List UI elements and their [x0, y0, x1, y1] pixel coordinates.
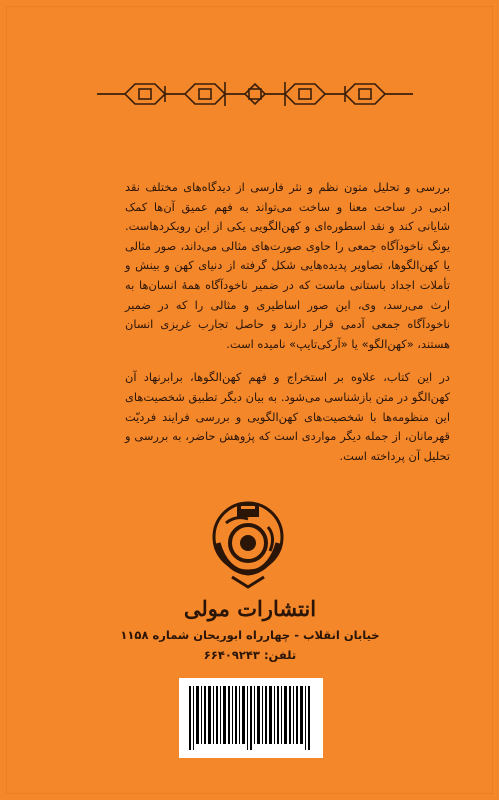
description-paragraph-1: بررسی و تحلیل متون نظم و نثر فارسی از دیدگاه‌های مختلف نقد ادبی در ساحت معنا و ساخت می‌تواند به فهم عمیق آن‌ها کمک شایانی کند و نقد اسطوره‌ای و کهن‌الگویی یکی از این رویکردهاست. یونگ ناخودآگاه جمعی را حاوی صورت‌های مثالی می‌داند، صور مثالی یا کهن‌الگوها، تصاویر پدیده‌هایی شکل گرفته از دنیای کهن و بینش و تأملات اجداد باستانی ماست که در ضمیر ناخودآگاه همهٔ انسان‌ها به ارث می‌رسد، وی، این صور اساطیری و مثالی را که در ضمیر ناخودآگاه جمعی آدمی قرار دارند و حاصل تجارب غریزی انسان هستند، «کهن‌الگو» یا «آرکی‌تایپ» نامیده است. [125, 180, 450, 351]
publisher-phone: تلفن: ۶۶۴۰۹۲۴۳ [203, 648, 297, 662]
publisher-name: انتشارات مولی [183, 596, 317, 621]
description-paragraph-2: در این کتاب، علاوه بر استخراج و فهم کهن‌الگوها، برابرنهاد آن کهن‌الگو در متن بازشناسی می‌شود. به بیان دیگر تطبیق شخصیت‌های این منظومه‌ها با شخصیت‌های کهن‌الگویی و بررسی فرایند فردیّت قهرمانان، از جمله دیگر مواردی است که پژوهش حاضر، به بررسی و تحلیل آن پرداخته است. [125, 370, 450, 463]
barcode-icon [189, 686, 313, 750]
publisher-address: خیابان انقلاب - چهارراه ابوریحان شماره ۱۱۵۸ [120, 628, 380, 642]
geometric-kufic-ornament-icon [95, 78, 415, 110]
molavi-publisher-logo-icon [206, 493, 290, 591]
description-text [125, 178, 450, 480]
barcode-area [179, 678, 323, 758]
